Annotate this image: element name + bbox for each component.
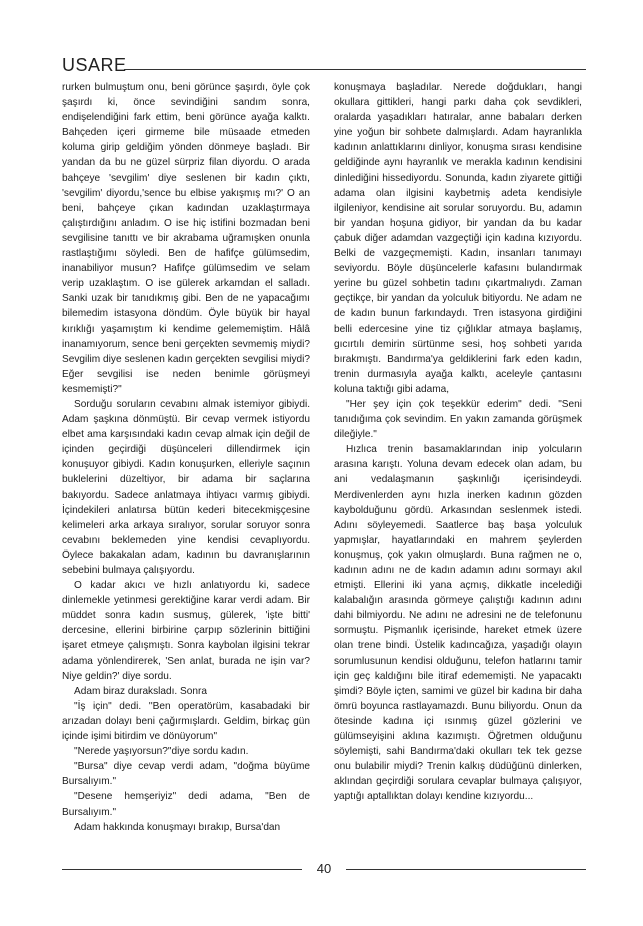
paragraph: Adam biraz duraksladı. Sonra (74, 685, 207, 697)
paragraph: Sorduğu soruların cevabını almak istemiyor gibiydi. Adam şaşkına dönmüştü. Bir cevap vermek istiyordu elbet ama karşısındaki kadın cevap almak için değil de içinden geçirdiği düşünceleri dillendirmek için konuşuyor gibiydi. Kadın konuşurken, elleriyle saçının buklelerini düzeltiyor, bir adama bir saçlarına bakıyordu. Sadece anlatmaya ihtiyacı varmış gibiydi. İçindekileri anlatırsa bütün kederi bitecekmişçesine kelimeleri arka arkaya sıralıyor, sorular soruyor sonra cevabını beklemeden yine kendisi cevaplıyordu. Öylece bakakalan adam, kadının bu davranışlarının sebebini bulmaya çalışıyordu. (62, 398, 310, 576)
paragraph: "Desene hemşeriyiz" dedi adama, "Ben de Bursalıyım." (62, 791, 310, 818)
left-column (62, 80, 310, 835)
page-number: 40 (316, 861, 332, 876)
body-text (62, 80, 586, 852)
header-rule (124, 69, 586, 70)
page-footer (62, 860, 586, 880)
paragraph: Hızlıca trenin basamaklarından inip yolcuların arasına karıştı. Yoluna devam edecek olan adam, bu ani vedalaşmanın şaşkınlığı içerisindeydi. Merdivenlerden aynı hızla inerken kadının gözden kaybolduğunu gördü. Arkasından seslenmek istedi. Adını söyleyemedi. Saatlerce baş başa yolculuk yapmışlar, hayatlarındaki en mahrem şeylerden konuşmuş, çok yakın olmuşlardı. Buna rağmen ne o, kadının adını ne de kadın adamın adını sormayı akıl etmişti. Ellerini iki yana açmış, dikkatle incelediği kalabalığın arasında görmeye çalıştığı kadının adını dahi bilmiyordu. Ne adını ne adresini ne de telefonunu sormuştu. Pişmanlık içerisinde, hareket etmek üzere olan trene bindi. Üstelik kadıncağıza, yaşadığı olayın sorumlusunun kendisi olduğunu, telefon hatlarını tamir için geç kaldığını bile itiraf edememişti. Ne yapacaktı şimdi? Böyle içten, samimi ve güzel bir kadına bir daha ömrü boyunca rastlayamazdı. Bunu biliyordu. Onun da ötesinde kadına içi ısınmış güzel gözlerini ve gülümseyişini aklına kazımıştı. Öğretmen olduğunu söylemişti, sahi Bandırma'daki okulları tek tek gezse onu bulabilir miydi? Trenin kalkış düdüğünü dinlerken, aklından geçirdiği sorulara cevaplar bulmaya çalışıyor, yaptığı aptallıktan dolayı kendine kızıyordu... (334, 444, 582, 803)
paragraph: O kadar akıcı ve hızlı anlatıyordu ki, sadece dinlemekle yetinmesi gerektiğine karar verdi adam. Bir müddet sonra kadın susmuş, gülerek, 'işte bitti' dercesine, ellerini birbirine çarpıp sözlerinin bittiğini işaret etmeye çalışmıştı. Sonra kaybolan ilgisini tekrar adama yönlendirerek, 'Sen anlat, burada ne işin var? Niye geldin?' diye sordu. (62, 580, 310, 682)
right-column (334, 80, 582, 805)
paragraph: Adam hakkında konuşmayı bırakıp, Bursa'dan (74, 821, 281, 833)
paragraph: "Nerede yaşıyorsun?"diye sordu kadın. (74, 746, 249, 758)
header-title: USARE (62, 55, 127, 75)
paragraph: konuşmaya başladılar. Nerede doğdukları, hangi okullara gittikleri, hangi parkı daha çok sevdikleri, oralarda yaşadıkları hatıralar, anne babaları derken yine yoğun bir sohbete dalmışlardı. Adam hayranlıkla kadının anlattıklarını dinliyor, konuşma sırası kendisine geldiğinde aynı hayranlık ve merakla kadının kendisini dinlediğini hissediyordu. Sonunda, kadın ziyarete gittiği adama olan ilgisini kaybetmiş adeta kendisiyle ilgileniyor, kendisine ait sorular soruyordu. Bu, adamın bir yandan hoşuna gidiyor, bir yandan da bu kadar çabuk diğer adamdan vazgeçtiği için kadına kızıyordu. Belki de vazgeçmemişti. Kadın, insanları tanımayı seviyordu. Böyle düşüncelerle kafasını bulandırmak yerine bu güzel sohbetin tadını çıkartmalıydı. Zaman geçtikçe, bir yandan da yolculuk bitiyordu. Ne adam ne de kadın bunun farkındaydı. Tren istasyona girdiğini belli edercesine yine tiz çığlıklar atmaya başlamış, gıcırtılı demirin sürtünme sesi, hoş sohbeti yarıda bırakmıştı. Bandırma'ya geldiklerini fark eden kadın, trenin durmasıyla ayağa kalktı, aceleyle çantasını koluna taktığı gibi adama, (334, 82, 582, 395)
running-header (62, 55, 586, 75)
paragraph: "Her şey için çok teşekkür ederim" dedi. "Seni tanıdığıma çok sevindim. En yakın zamanda görüşmek dileğiyle." (334, 398, 582, 441)
paragraph: rurken bulmuştum onu, beni görünce şaşırdı, öyle çok şaşırdı ki, önce sevindiğini sandım sonra, endişelendiğini fark ettim, beni görünce ayağa kalktı. Bahçeden içeri girmeme bile müsaade etmeden koluma girip geldiğim yönden dönmeye başladı. Bir yandan da bu ne güzel sürpriz filan diyordu. O arada bahçeye 'sevgilim' diye seslenen bir kadın çıktı, 'sevgilim' diyordu,'sence bu elbise yakışmış mı?' O an beni, bahçeye çıkan kadından uzaklaştırmaya çalıştırdığını anladım. O ise hiç istifini bozmadan beni sevgilisine tanıttı ve bir akrabama uğramışken onunla rastlaştığımı söyledi. Ben de hafifçe gülümsedim, inanabiliyor musun? Hafifçe gülümsedim ve selam verip uzaklaştım. O ise gülerek arkamdan el salladı. Sanki uzak bir tanıdıkmış gibi. Ben de ne yapacağımı bilemedim istasyona döndüm. Öyle büyük bir hayal kırıklığı yaşamıştım ki kendime gelememiştim. Hâlâ inanamıyorum, sence beni gerçekten sevmemiş miydi? Sevgilim diye seslenen kadın gerçekten sevgilisi miydi? Eğer sevgilisi ise neden benimle görüşmeyi kesmemişti?" (62, 82, 310, 395)
paragraph: "İş için" dedi. ''Ben operatörüm, kasabadaki bir arızadan dolayı beni çağırmışlardı. Geldim, birkaç gün içinde işimi bitirdim ve dönüyorum" (62, 700, 310, 743)
paragraph: "Bursa" diye cevap verdi adam, "doğma büyüme Bursalıyım." (62, 761, 310, 788)
footer-rule-right (346, 869, 586, 870)
